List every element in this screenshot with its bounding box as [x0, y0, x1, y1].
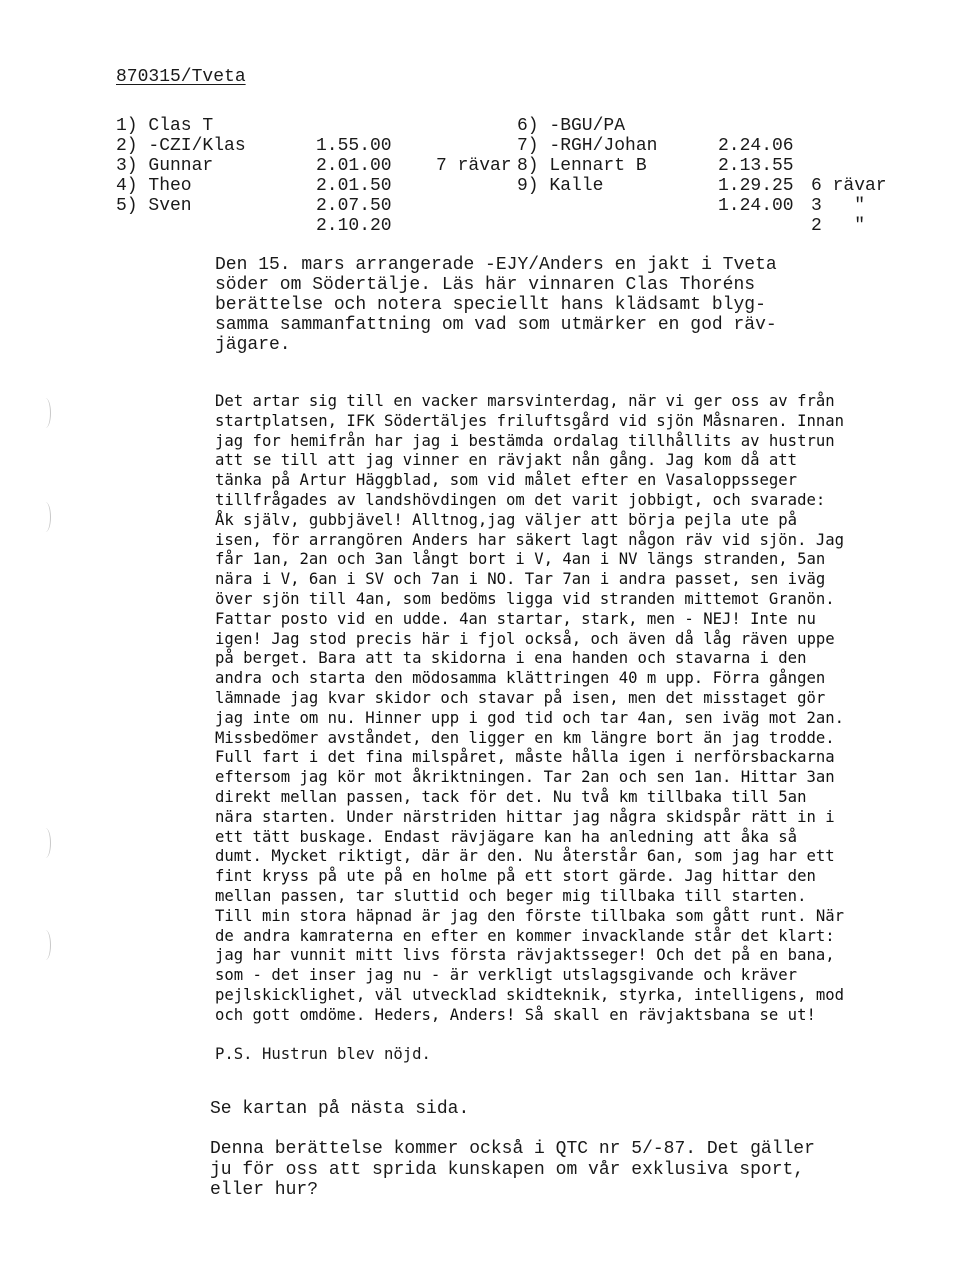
result-time: 2.13.55 [718, 156, 794, 176]
result-note: 7 rävar [436, 156, 512, 176]
result-name: 8) Lennart B [517, 156, 647, 176]
result-name: 1) Clas T [116, 116, 214, 136]
punch-mark [40, 398, 51, 428]
result-time: 2.01.00 [316, 156, 392, 176]
punch-mark [40, 502, 51, 532]
page-title: 870315/Tveta [116, 67, 246, 87]
map-note: Se kartan på nästa sida. [210, 1099, 470, 1119]
story-text: Det artar sig till en vacker marsvinterdag, när vi ger oss av från startplatsen, IFK Södertäljes friluftsgård vid sjön Måsnaren. Innan jag for hemifrån har jag i bestämda ordalag tillhållits av hustrun att se till att jag vinner en rävjakt nån gång. Jag kom då att tänka på Artur Häggblad, som vid målet efter en Vasaloppsseger tillfrågades av landshövdingen om det varit jobbigt, och svarade: Åk själv, gubbjävel! Alltnog,jag väljer att börja pejla ute på isen, för arrangören Anders har säkert lagt någon räv vid sjön. Jag får 1an, 2an och 3an långt bort i V, 4an i NV längs stranden, 5an nära i V, 6an i SV och 7an i NO. Tar 7an i andra passet, sen iväg över sjön till 4an, som bedöms ligga vid stranden mittemot Granön. Fattar posto vid en udde. 4an startar, stark, men - NEJ! Inte nu igen! Jag stod precis här i fjol också, och även då låg räven uppe på berget. Bara att ta skidorna i ena handen och stavarna i den andra och starta den mödosamma klättringen 40 m upp. Förra gången lämnade jag kvar skidor och stavar på isen, men det misstaget gör jag inte om nu. Hinner upp i god tid och tar 4an, sen iväg mot 2an. Missbedömer avståndet, den ligger en km längre bort än jag trodde. Full fart i det fina milspåret, måste hålla igen i nerförsbackarna eftersom jag kör mot åkriktningen. Tar 2an och sen 1an. Hittar 3an direkt mellan passen, tack för det. Nu två km tillbaka till 5an nära starten. Under närstriden hittar jag några skidspår rätt in i ett tätt buskage. Endast rävjägare kan ha anledning att åka så dumt. Mycket riktigt, där är den. Nu återstår 6an, som jag har ett fint kryss på ute på en holme på ett stort gärde. Jag hittar den mellan passen, tar sluttid och beger mig tillbaka till starten. Till min stora häpnad är jag den förste tillbaka som gått runt. När de andra kamraterna en efter en kommer invacklande står det klart: jag har vunnit mitt livs första rävjaktsseger! Och det på en bana, som - det inser jag nu - är verkligt utslagsgivande och kräver pejlskicklighet, väl utvecklad skidteknik, styrka, intelligens, mod och gott omdöme. Heders, Anders! Så skall en rävjaktsbana se ut! [215, 392, 845, 1024]
result-name: 7) -RGH/Johan [517, 136, 658, 156]
result-name: 5) Sven [116, 196, 192, 216]
result-name: 3) Gunnar [116, 156, 214, 176]
result-note: 3 " [811, 196, 866, 216]
result-name: 4) Theo [116, 176, 192, 196]
result-time: 2.07.50 [316, 196, 392, 216]
result-name: 2) -CZI/Klas [116, 136, 246, 156]
result-note: 2 " [811, 216, 866, 236]
result-time: 1.29.25 [718, 176, 794, 196]
result-time: 2.01.50 [316, 176, 392, 196]
result-name: 9) Kalle [517, 176, 604, 196]
postscript: P.S. Hustrun blev nöjd. [215, 1045, 431, 1063]
punch-mark [40, 930, 51, 960]
result-name: 6) -BGU/PA [517, 116, 626, 136]
punch-mark [40, 828, 51, 858]
result-time: 1.24.00 [718, 196, 794, 216]
result-note: 6 rävar [811, 176, 887, 196]
intro-paragraph: Den 15. mars arrangerade -EJY/Anders en jakt i Tveta söder om Södertälje. Läs här vinnaren Clas Thoréns berättelse och notera speciellt hans klädsamt blyg- samma sammanfattning om vad som utmärker en god räv- jägare. [215, 255, 777, 355]
result-time: 2.10.20 [316, 216, 392, 236]
result-time: 2.24.06 [718, 136, 794, 156]
qtc-note: Denna berättelse kommer också i QTC nr 5/-87. Det gäller ju för oss att sprida kunskapen om vår exklusiva sport, eller hur? [210, 1139, 815, 1200]
result-time: 1.55.00 [316, 136, 392, 156]
